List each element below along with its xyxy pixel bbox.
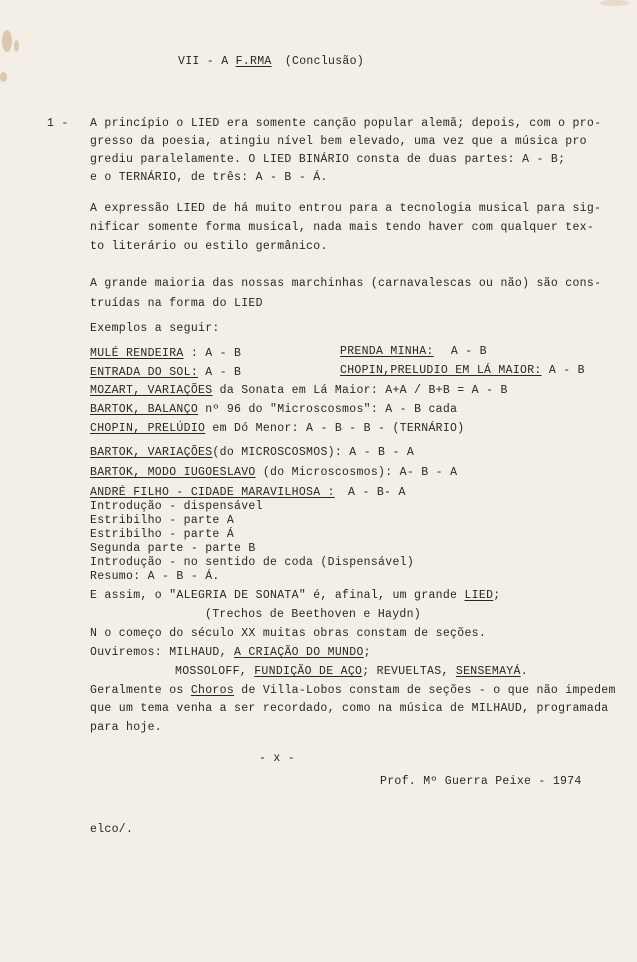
para2-line: A expressão LIED de há muito entrou para a tecnologia musical para sig- <box>90 202 602 215</box>
example-detail: nº 96 do "Microscosmos": A - B cada <box>205 403 458 416</box>
title-main: F.RMA <box>235 55 272 68</box>
title-prefix: VII - A <box>178 55 236 68</box>
example-detail: da Sonata em Lá Maior: A+A / B+B = A - B <box>219 384 508 397</box>
paper-stain <box>14 40 19 52</box>
paper-stain <box>600 0 630 6</box>
example-row <box>90 486 406 500</box>
work-title: A CRIAÇÃO DO MUNDO <box>234 646 364 659</box>
form-part-line: Introdução - dispensável <box>90 500 263 513</box>
closing-text: . <box>520 665 528 678</box>
closing-text: ; REVUELTAS, <box>362 665 456 678</box>
example-row <box>90 384 508 398</box>
example-title: PRENDA MINHA: <box>340 345 434 358</box>
example-row <box>90 403 457 417</box>
example-title: ANDRÉ FILHO - CIDADE MARAVILHOSA : <box>90 486 335 499</box>
example-title: MOZART, VARIAÇÕES <box>90 384 213 397</box>
para1-line: grediu paralelamente. O LIED BINÁRIO consta de duas partes: A - B; <box>90 153 566 166</box>
work-title: Choros <box>190 684 235 697</box>
para1-line: gresso da poesia, atingiu nível bem elevado, uma vez que a música pro <box>90 135 587 148</box>
para2-line: nificar somente forma musical, nada mais tendo haver com qualquer tex- <box>90 221 595 234</box>
example-row <box>340 345 487 359</box>
para3-line: truídas na forma do LIED <box>90 297 263 310</box>
example-title: BARTOK, BALANÇO <box>90 403 199 416</box>
work-title: SENSEMAYÁ <box>455 665 521 678</box>
example-form: A - B <box>450 345 487 358</box>
title-suffix: (Conclusão) <box>284 55 365 68</box>
example-detail: em Dó Menor: A - B - B - (TERNÁRIO) <box>212 422 465 435</box>
item-number: 1 - <box>47 117 69 130</box>
closing-line: N o começo do século XX muitas obras constam de seções. <box>90 627 487 640</box>
paper-stain <box>0 72 7 82</box>
example-row <box>90 466 457 480</box>
example-title: BARTOK, MODO IUGOESLAVO <box>90 466 256 479</box>
example-form: A - B <box>548 364 585 377</box>
closing-line <box>90 684 616 698</box>
para1-line: e o TERNÁRIO, de três: A - B - Á. <box>90 171 328 184</box>
example-title: BARTOK, VARIAÇÕES <box>90 446 213 459</box>
example-title: MULÉ RENDEIRA <box>90 347 184 360</box>
form-part-line: Segunda parte - parte B <box>90 542 256 555</box>
signature: Prof. Mº Guerra Peixe - 1974 <box>380 775 582 788</box>
closing-text: Ouviremos: MILHAUD, <box>90 646 235 659</box>
footer-code: elco/. <box>90 823 134 836</box>
example-title: ENTRADA DO SOL: <box>90 366 199 379</box>
closing-text: MOSSOLOFF, <box>175 665 255 678</box>
example-form: : A - B <box>190 347 242 360</box>
closing-line <box>90 589 500 603</box>
separator: - x - <box>259 752 296 765</box>
para3-line: A grande maioria das nossas marchinhas (carnavalescas ou não) são cons- <box>90 277 602 290</box>
work-title: FUNDIÇÃO DE AÇO <box>254 665 363 678</box>
form-part-line: Introdução - no sentido de coda (Dispensável) <box>90 556 415 569</box>
example-form: A - B <box>205 366 242 379</box>
closing-line: que um tema venha a ser recordado, como na música de MILHAUD, programada <box>90 702 609 715</box>
example-title: CHOPIN, PRELÚDIO <box>90 422 206 435</box>
example-row <box>90 366 241 380</box>
para2-line: to literário ou estilo germânico. <box>90 240 328 253</box>
closing-line: (Trechos de Beethoven e Haydn) <box>205 608 422 621</box>
example-row <box>90 446 414 460</box>
closing-text: ; <box>363 646 371 659</box>
closing-line <box>175 665 528 679</box>
paper-stain <box>2 30 12 52</box>
form-part-line: Estribilho - parte A <box>90 514 235 527</box>
closing-text: de Villa-Lobos constam de seções - o que não impedem <box>234 684 616 697</box>
closing-line <box>90 646 371 660</box>
page-title <box>178 55 364 69</box>
closing-text: E assim, o "ALEGRIA DE SONATA" é, afinal, um grande <box>90 589 465 602</box>
closing-line: para hoje. <box>90 721 163 734</box>
form-part-line: Estribilho - parte Á <box>90 528 235 541</box>
para1-line: A princípio o LIED era somente canção popular alemã; depois, com o pro- <box>90 117 602 130</box>
closing-text: Geralmente os <box>90 684 191 697</box>
closing-text: ; <box>493 589 501 602</box>
form-part-line: Resumo: A - B - Á. <box>90 570 220 583</box>
example-row <box>90 422 464 436</box>
examples-label: Exemplos a seguir: <box>90 322 220 335</box>
example-title: CHOPIN,PRELUDIO EM LÁ MAIOR: <box>340 364 542 377</box>
example-form: A - B- A <box>348 486 406 499</box>
closing-lied: LIED <box>464 589 494 602</box>
example-row <box>90 347 241 361</box>
example-row <box>340 364 585 378</box>
example-detail: (do Microscosmos): A- B - A <box>262 466 458 479</box>
example-detail: (do MICROSCOSMOS): A - B - A <box>212 446 415 459</box>
